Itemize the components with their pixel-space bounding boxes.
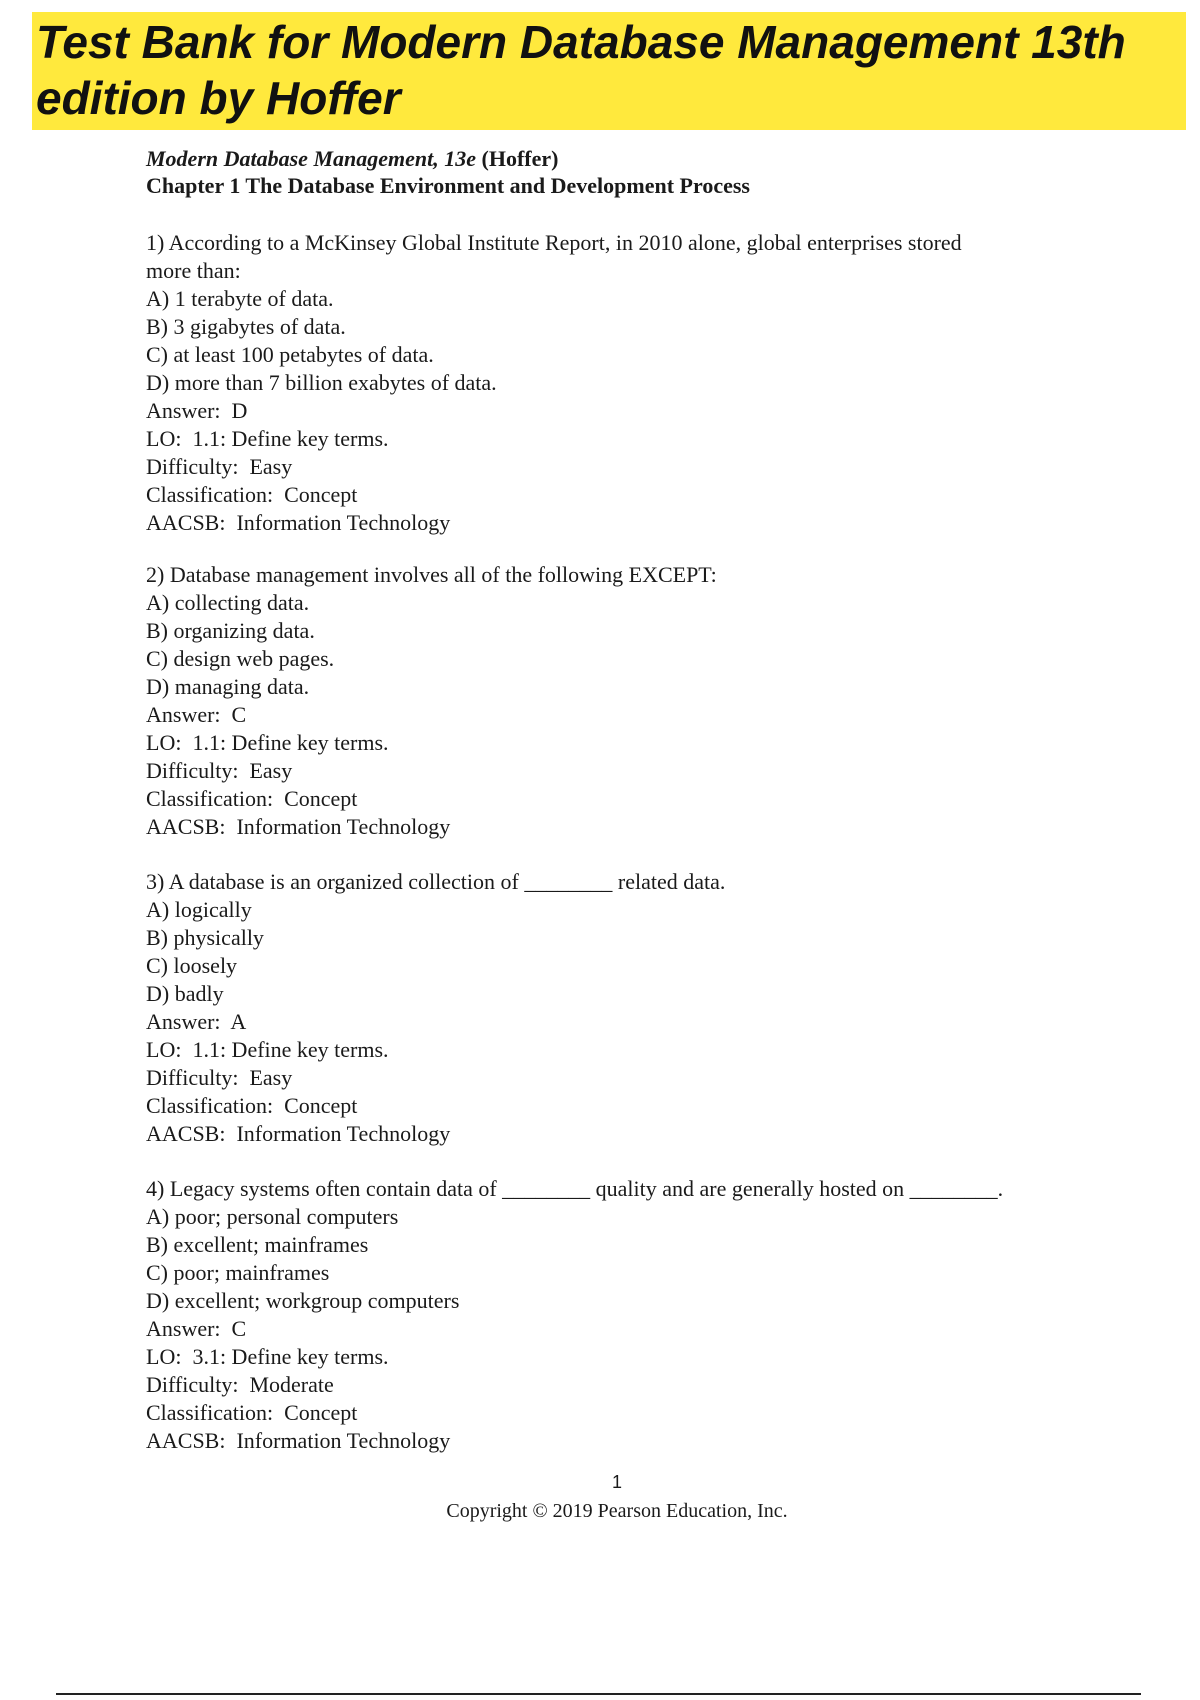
option-b: B) 3 gigabytes of data. xyxy=(146,314,346,339)
learning-objective: LO: 3.1: Define key terms. xyxy=(146,1344,389,1369)
book-author: (Hoffer) xyxy=(476,146,559,171)
question-stem: 1) According to a McKinsey Global Institute Report, in 2010 alone, global enterprises stored xyxy=(146,230,962,255)
title-banner xyxy=(32,12,1186,130)
question-stem: 2) Database management involves all of the following EXCEPT: xyxy=(146,562,717,587)
difficulty: Difficulty: Easy xyxy=(146,758,293,783)
difficulty: Difficulty: Easy xyxy=(146,454,293,479)
page-number: 1 xyxy=(611,1472,622,1492)
option-d: D) more than 7 billion exabytes of data. xyxy=(146,370,497,395)
answer: Answer: D xyxy=(146,398,248,423)
learning-objective: LO: 1.1: Define key terms. xyxy=(146,1037,389,1062)
option-a: A) poor; personal computers xyxy=(146,1204,399,1229)
option-a: A) 1 terabyte of data. xyxy=(146,286,334,311)
option-c: C) at least 100 petabytes of data. xyxy=(146,342,434,367)
classification: Classification: Concept xyxy=(146,786,358,811)
option-a: A) collecting data. xyxy=(146,590,310,615)
option-b: B) organizing data. xyxy=(146,618,315,643)
answer: Answer: C xyxy=(146,1316,247,1341)
question-2 xyxy=(146,561,1096,841)
classification: Classification: Concept xyxy=(146,482,358,507)
classification: Classification: Concept xyxy=(146,1400,358,1425)
aacsb: AACSB: Information Technology xyxy=(146,1121,451,1146)
learning-objective: LO: 1.1: Define key terms. xyxy=(146,730,389,755)
aacsb: AACSB: Information Technology xyxy=(146,1428,451,1453)
option-b: B) physically xyxy=(146,925,264,950)
option-c: C) loosely xyxy=(146,953,238,978)
option-c: C) design web pages. xyxy=(146,646,335,671)
learning-objective: LO: 1.1: Define key terms. xyxy=(146,426,389,451)
question-4 xyxy=(146,1175,1096,1455)
answer: Answer: A xyxy=(146,1009,247,1034)
document-header xyxy=(146,145,1096,199)
option-a: A) logically xyxy=(146,897,252,922)
book-line xyxy=(146,145,1096,172)
question-3 xyxy=(146,868,1096,1148)
chapter-title: Chapter 1 The Database Environment and Development Process xyxy=(146,173,750,198)
aacsb: AACSB: Information Technology xyxy=(146,510,451,535)
option-d: D) excellent; workgroup computers xyxy=(146,1288,460,1313)
copyright-notice: Copyright © 2019 Pearson Education, Inc. xyxy=(446,1500,788,1522)
question-stem: 4) Legacy systems often contain data of ________ quality and are generally hosted on ________. xyxy=(146,1176,1004,1201)
book-title: Modern Database Management, 13e xyxy=(146,146,476,171)
bottom-divider xyxy=(56,1693,1141,1695)
difficulty: Difficulty: Easy xyxy=(146,1065,293,1090)
question-1 xyxy=(146,229,1096,537)
difficulty: Difficulty: Moderate xyxy=(146,1372,334,1397)
aacsb: AACSB: Information Technology xyxy=(146,814,451,839)
option-c: C) poor; mainframes xyxy=(146,1260,330,1285)
question-stem: 3) A database is an organized collection of ________ related data. xyxy=(146,869,726,894)
document-title: Test Bank for Modern Database Management 13th edition by Hoffer xyxy=(36,16,1126,124)
question-stem-continued: more than: xyxy=(146,258,241,283)
answer: Answer: C xyxy=(146,702,247,727)
option-d: D) managing data. xyxy=(146,674,310,699)
option-b: B) excellent; mainframes xyxy=(146,1232,369,1257)
option-d: D) badly xyxy=(146,981,224,1006)
classification: Classification: Concept xyxy=(146,1093,358,1118)
